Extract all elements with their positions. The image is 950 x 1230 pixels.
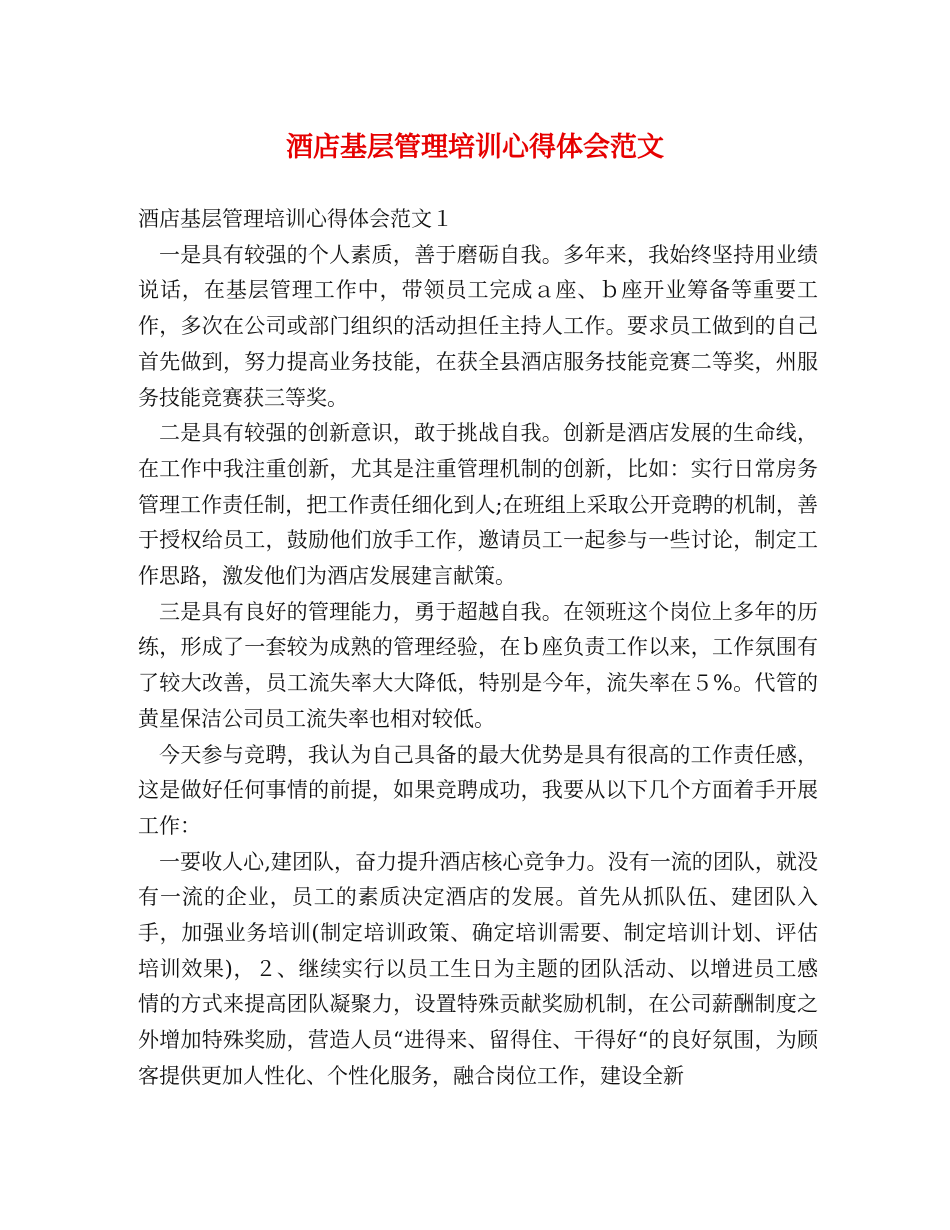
- paragraph: 三是具有良好的管理能力，勇于超越自我。在领班这个岗位上多年的历练，形成了一套较为成熟的管理经验，在ｂ座负责工作以来，工作氛围有了较大改善，员工流失率大大降低，特别是今年，流失率在５%。代管的黄星保洁公司员工流失率也相对较低。: [138, 599, 818, 731]
- paragraph: 一是具有较强的个人素质，善于磨砺自我。多年来，我始终坚持用业绩说话，在基层管理工作中，带领员工完成ａ座、ｂ座开业筹备等重要工作，多次在公司或部门组织的活动担任主持人工作。要求员工做到的自己首先做到，努力提高业务技能，在获全县酒店服务技能竞赛二等奖，州服务技能竞赛获三等奖。: [138, 242, 818, 410]
- document-body: [138, 202, 818, 1095]
- paragraph: 一要收人心,建团队，奋力提升酒店核心竞争力。没有一流的团队，就没有一流的企业，员工的素质决定酒店的发展。首先从抓队伍、建团队入手，加强业务培训(制定培训政策、确定培训需要、制定培训计划、评估培训效果)，２、继续实行以员工生日为主题的团队活动、以增进员工感情的方式来提高团队凝聚力，设置特殊贡献奖励机制，在公司薪酬制度之外增加特殊奖励，营造人员“进得来、留得住、干得好“的良好氛围，为顾客提供更加人性化、个性化服务，融合岗位工作，建设全新: [138, 849, 818, 1088]
- document-subtitle: 酒店基层管理培训心得体会范文１: [138, 207, 453, 231]
- document-title: 酒店基层管理培训心得体会范文: [286, 132, 664, 163]
- paragraph: 今天参与竞聘，我认为自己具备的最大优势是具有很高的工作责任感，这是做好任何事情的前提，如果竞聘成功，我要从以下几个方面着手开展工作：: [138, 742, 818, 838]
- paragraph: 二是具有较强的创新意识，敢于挑战自我。创新是酒店发展的生命线，在工作中我注重创新，尤其是注重管理机制的创新，比如：实行日常房务管理工作责任制，把工作责任细化到人;在班组上采取公开竞聘的机制，善于授权给员工，鼓励他们放手工作，邀请员工一起参与一些讨论，制定工作思路，激发他们为酒店发展建言献策。: [138, 421, 818, 589]
